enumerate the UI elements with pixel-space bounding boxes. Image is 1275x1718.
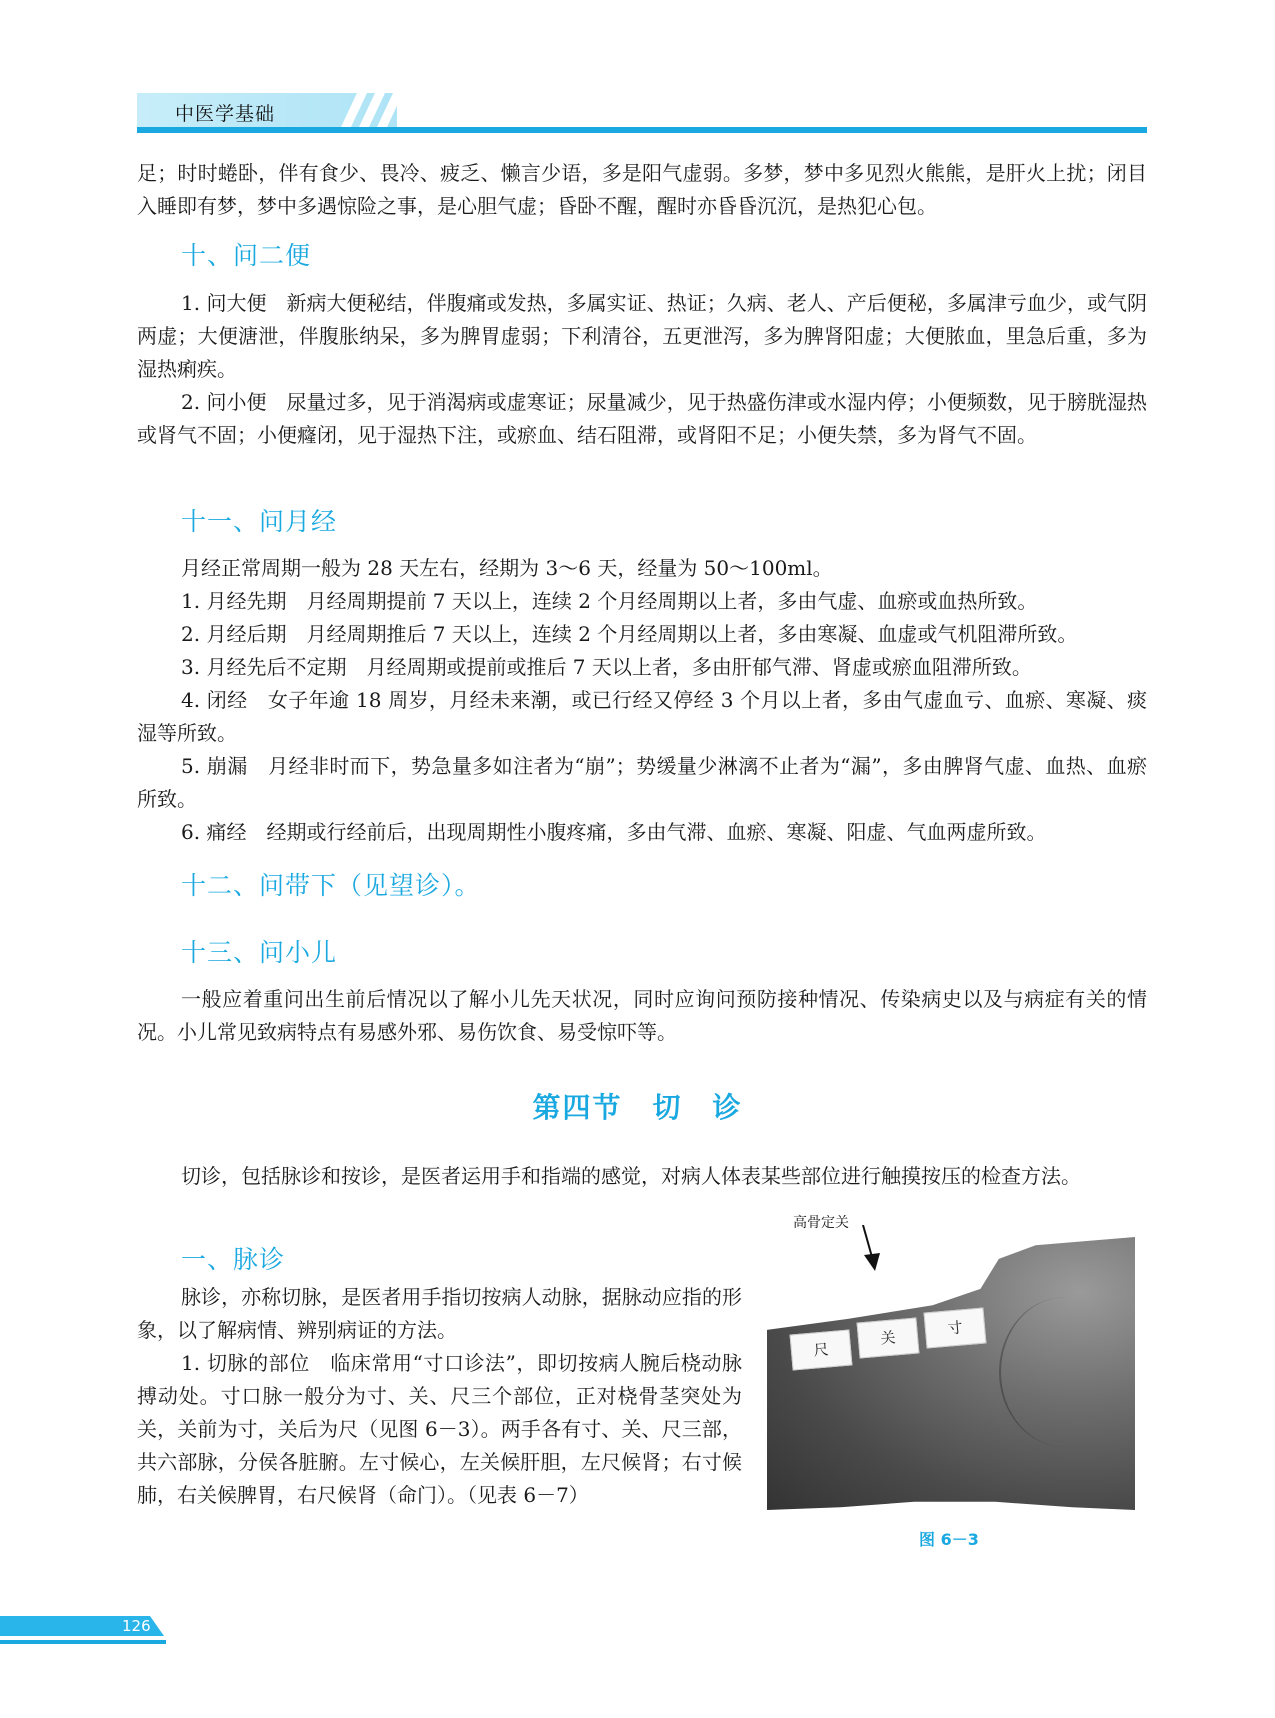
paragraph: 2. 月经后期 月经周期推后 7 天以上，连续 2 个月经周期以上者，多由寒凝、血虚或气机阻滞所致。 [181,622,1078,646]
figure-caption: 图 6－3 [919,1530,979,1549]
section-title: 第四节 切 诊 [532,1091,743,1124]
paragraph: 6. 痛经 经期或行经前后，出现周期性小腹疼痛，多由气滞、血瘀、寒凝、阳虚、气血两虚所致。 [181,820,1047,844]
heading-maizhen: 一、脉诊 [181,1245,286,1274]
running-header [137,93,1147,133]
paragraph: 脉诊，亦称切脉，是医者用手指切按病人动脉，据脉动应指的形象，以了解病情、辨别病证的方法。 [137,1285,742,1342]
intro-block [137,157,1147,223]
header-stripes-decoration [327,93,407,127]
sec11-body [137,552,1147,849]
paragraph: 月经正常周期一般为 28 天左右，经期为 3～6 天，经量为 50～100ml。 [181,556,833,580]
paragraph: 4. 闭经 女子年逾 18 周岁，月经未来潮，或已行经又停经 3 个月以上者，多由气虚血亏、血瘀、寒凝、痰湿等所致。 [137,688,1147,745]
paragraph: 1. 月经先期 月经周期提前 7 天以上，连续 2 个月经周期以上者，多由气虚、血瘀或血热所致。 [181,589,1038,613]
wrist-photo [767,1237,1135,1510]
paragraph: 2. 问小便 尿量过多，见于消渴病或虚寒证；尿量减少，见于热盛伤津或水湿内停；小便频数，见于膀胱湿热或肾气不固；小便癃闭，见于湿热下注，或瘀血、结石阻滞，或肾阳不足；小便失禁，多为肾气不固。 [137,390,1147,447]
heading-wen-yuejing: 十一、问月经 [181,507,338,536]
figure-annotation: 高骨定关 [793,1215,849,1231]
paragraph: 1. 切脉的部位 临床常用“寸口诊法”，即切按病人腕后桡动脉搏动处。寸口脉一般分为寸、关、尺三个部位，正对桡骨茎突处为关，关前为寸，关后为尺（见图 6－3）。两手各有寸、关、尺三部，共六部脉，分侯各脏腑。左寸候心，左关候肝胆，左尺候肾；右寸候肺，右关候脾胃，右尺候肾（命门）。（见表 6－7） [137,1351,742,1507]
heading-wen-erbian: 十、问二便 [181,241,312,270]
header-rule [137,127,1147,133]
sec13-body [137,983,1147,1049]
paragraph: 一般应着重问出生前后情况以了解小儿先天状况，同时应询问预防接种情况、传染病史以及与病症有关的情况。小儿常见致病特点有易感外邪、易伤饮食、易受惊吓等。 [137,987,1147,1044]
paragraph: 3. 月经先后不定期 月经周期或提前或推后 7 天以上者，多由肝郁气滞、肾虚或瘀血阻滞所致。 [181,655,1032,679]
wrist-crease [999,1297,1131,1447]
label-guan: 关 [857,1317,920,1358]
label-chi: 尺 [790,1329,853,1370]
section4-intro [137,1160,1147,1193]
paragraph: 切诊，包括脉诊和按诊，是医者运用手和指端的感觉，对病人体表某些部位进行触摸按压的检查方法。 [181,1164,1081,1188]
heading-wen-xiaoer: 十三、问小儿 [181,938,338,967]
paragraph: 足；时时蜷卧，伴有食少、畏冷、疲乏、懒言少语，多是阳气虚弱。多梦，梦中多见烈火熊熊，是肝火上扰；闭目入睡即有梦，梦中多遇惊险之事，是心胆气虚；昏卧不醒，醒时亦昏昏沉沉，是热犯心包。 [137,161,1147,218]
heading-wen-daixia: 十二、问带下（见望诊）。 [181,871,481,900]
figure-wrist-pulse-positions [763,1215,1135,1510]
arrow-down-icon [858,1225,884,1273]
sec10-body [137,287,1147,452]
paragraph: 5. 崩漏 月经非时而下，势急量多如注者为“崩”；势缓量少淋漓不止者为“漏”，多由脾肾气虚、血热、血瘀所致。 [137,754,1147,811]
label-cun: 寸 [924,1307,987,1348]
book-title: 中医学基础 [175,103,276,125]
page-number: 126 [122,1617,151,1635]
paragraph: 1. 问大便 新病大便秘结，伴腹痛或发热，多属实证、热证；久病、老人、产后便秘，多属津亏血少，或气阴两虚；大便溏泄，伴腹胀纳呆，多为脾胃虚弱；下利清谷，五更泄泻，多为脾肾阳虚；大便脓血，里急后重，多为湿热痢疾。 [137,291,1147,381]
pulse-body [137,1281,742,1512]
